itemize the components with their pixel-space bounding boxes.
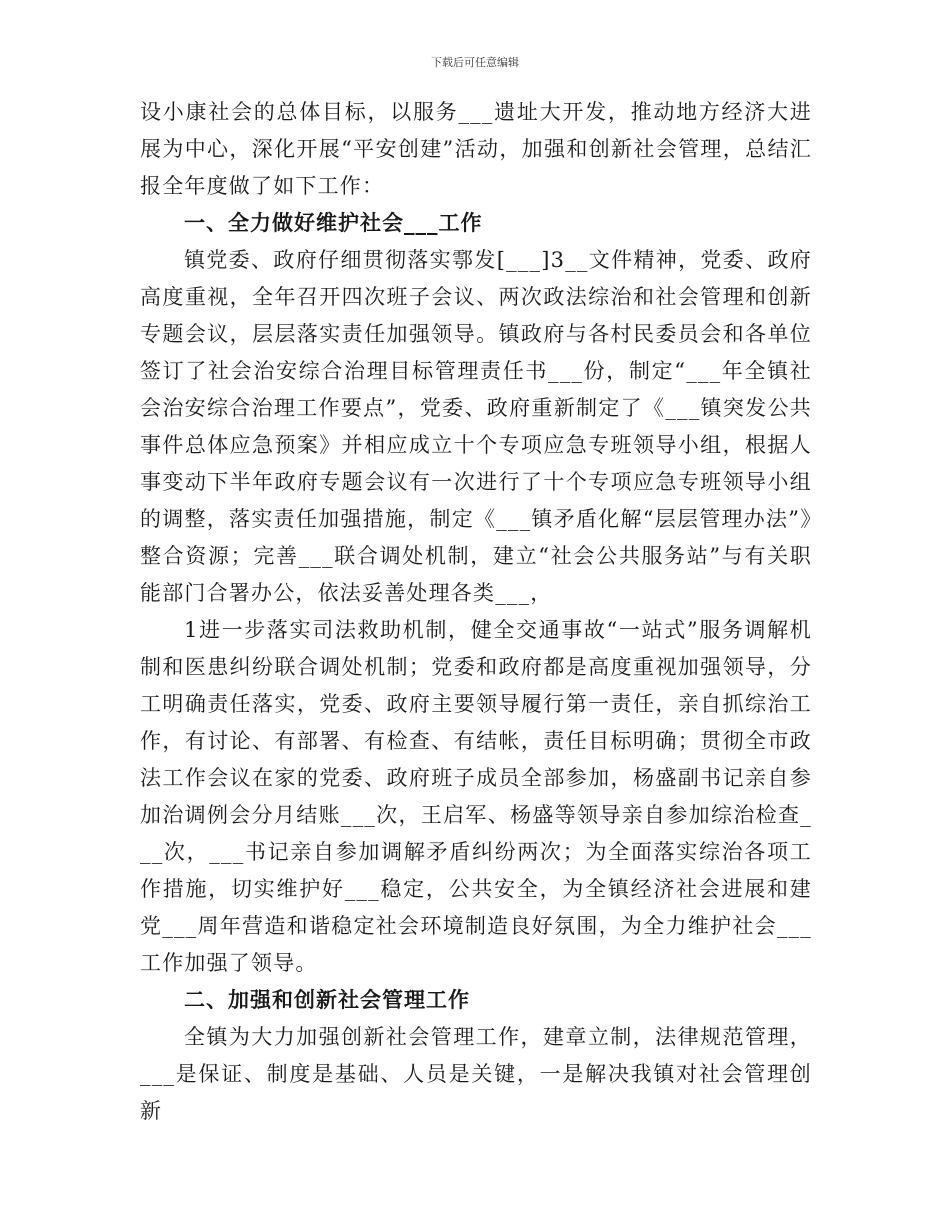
body-paragraph-3: 全镇为大力加强创新社会管理工作，建章立制，法律规范管理，___是保证、制度是基础、人员是关键，一是解决我镇对社会管理创新 — [140, 1025, 812, 1123]
section-heading-2: 二、加强和创新社会管理工作 — [184, 988, 470, 1012]
body-paragraph-2: 1进一步落实司法救助机制，健全交通事故“一站式”服务调解机制和医患纠纷联合调处机制；党委和政府都是高度重视加强领导，分工明确责任落实，党委、政府主要领导履行第一责任，亲自抓综治工作，有讨论、有部署、有检查、有结帐，责任目标明确；贯彻全市政法工作会议在家的党委、政府班子成员全部参加，杨盛副书记亲自参加治调例会分月结账___次，王启军、杨盛等领导亲自参加综治检查___次，___书记亲自参加调解矛盾纠纷两次；为全面落实综治各项工作措施，切实维护好___稳定，公共安全，为全镇经济社会进展和建党___周年营造和谐稳定社会环境制造良好氛围，为全力维护社会___工作加强了领导。 — [140, 618, 812, 975]
page-header: 下载后可任意编辑 — [431, 56, 519, 69]
document-body — [140, 94, 812, 1130]
section-heading-1: 一、全力做好维护社会___工作 — [184, 211, 483, 235]
body-paragraph-1: 镇党委、政府仔细贯彻落实鄠发[___]3__文件精神，党委、政府高度重视，全年召开四次班子会议、两次政法综治和社会管理和创新专题会议，层层落实责任加强领导。镇政府与各村民委员会和各单位签订了社会治安综合治理目标管理责任书___份，制定“___年全镇社会治安综合治理工作要点”，党委、政府重新制定了《___镇突发公共事件总体应急预案》并相应成立十个专项应急专班领导小组，根据人事变动下半年政府专题会议有一次进行了十个专项应急专班领导小组的调整，落实责任加强措施，制定《___镇矛盾化解“层层管理办法”》整合资源；完善___联合调处机制，建立“社会公共服务站”与有关职能部门合署办公，依法妥善处理各类___， — [140, 248, 812, 605]
intro-paragraph: 设小康社会的总体目标，以服务___遗址大开发，推动地方经济大进展为中心，深化开展“平安创建”活动，加强和创新社会管理，总结汇报全年度做了如下工作： — [140, 100, 812, 198]
